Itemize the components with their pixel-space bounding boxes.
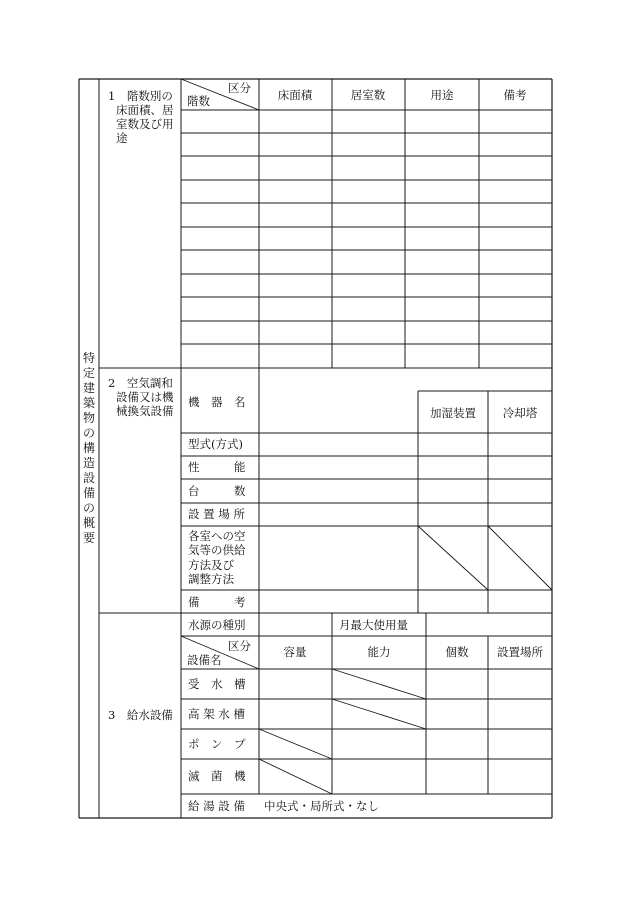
row-supply-method-4: 調整方法 xyxy=(188,572,234,586)
row-location: 設 置 場 所 xyxy=(188,507,245,521)
svg-text:の: の xyxy=(82,501,96,515)
svg-text:概: 概 xyxy=(82,516,96,530)
section2-title-line1: 2 空気調和 xyxy=(108,376,173,390)
svg-text:物: 物 xyxy=(82,411,96,425)
row-water-source: 水源の種別 xyxy=(188,618,246,632)
svg-text:の: の xyxy=(82,426,96,440)
svg-text:建: 建 xyxy=(82,381,96,395)
row-sterilizer: 滅 菌 機 xyxy=(188,769,246,783)
col-floor-area: 床面積 xyxy=(277,88,313,102)
section1-header-kubun: 区分 xyxy=(228,81,251,95)
svg-text:備: 備 xyxy=(82,486,96,500)
col-room-count: 居室数 xyxy=(350,88,386,102)
section1-title-line4: 途 xyxy=(116,131,128,145)
row-remarks: 備 考 xyxy=(188,595,246,609)
section1-floor-table xyxy=(99,79,552,368)
section1-title-line3: 室数及び用 xyxy=(116,117,174,131)
svg-text:定: 定 xyxy=(82,366,96,380)
row-max-usage: 月最大使用量 xyxy=(339,618,408,632)
col-usage: 用途 xyxy=(430,88,454,102)
svg-text:要: 要 xyxy=(82,531,96,545)
section1-title-line2: 床面積、居 xyxy=(116,103,174,117)
row-count: 台 数 xyxy=(188,484,246,498)
section1-title-line1: 1 階数別の xyxy=(108,89,173,103)
col-quantity: 個数 xyxy=(445,645,469,659)
row-receiving-tank: 受 水 槽 xyxy=(188,677,246,691)
svg-text:設: 設 xyxy=(82,471,96,485)
row-pump: ポ ン プ xyxy=(188,737,246,751)
section3-header-setsubi: 設備名 xyxy=(187,653,222,667)
svg-text:築: 築 xyxy=(82,396,96,410)
row-supply-method-3: 方法及び xyxy=(188,558,234,572)
svg-text:特: 特 xyxy=(82,351,96,365)
svg-text:構: 構 xyxy=(82,441,96,455)
section2-title-line3: 械換気設備 xyxy=(116,404,174,418)
section3-water-supply xyxy=(108,613,552,818)
col-remarks: 備考 xyxy=(503,88,527,102)
row-elevated-tank: 高 架 水 槽 xyxy=(188,707,245,721)
row-model: 型式(方式) xyxy=(188,437,243,451)
svg-text:造: 造 xyxy=(82,456,96,470)
section3-header-kubun: 区分 xyxy=(228,639,251,653)
col-capacity: 容量 xyxy=(283,645,307,659)
row-hot-water: 給 湯 設 備 xyxy=(188,799,245,813)
hot-water-options: 中央式・局所式・なし xyxy=(264,799,379,813)
col-install-location: 設置場所 xyxy=(497,645,543,659)
row-equipment-name: 機 器 名 xyxy=(188,395,246,409)
section3-title: 3 給水設備 xyxy=(108,708,173,722)
row-performance: 性 能 xyxy=(188,460,246,474)
row-supply-method-2: 気等の供給 xyxy=(188,543,246,557)
section2-title-line2: 設備又は機 xyxy=(116,390,174,404)
section1-header-kaisu: 階数 xyxy=(187,94,210,108)
col-humidifier: 加湿装置 xyxy=(430,406,476,420)
section2-air-conditioning xyxy=(99,368,552,613)
left-column-title xyxy=(83,350,95,545)
col-cooling-tower: 冷却塔 xyxy=(502,406,538,420)
row-supply-method-1: 各室への空 xyxy=(188,529,246,543)
col-ability: 能力 xyxy=(367,645,391,659)
